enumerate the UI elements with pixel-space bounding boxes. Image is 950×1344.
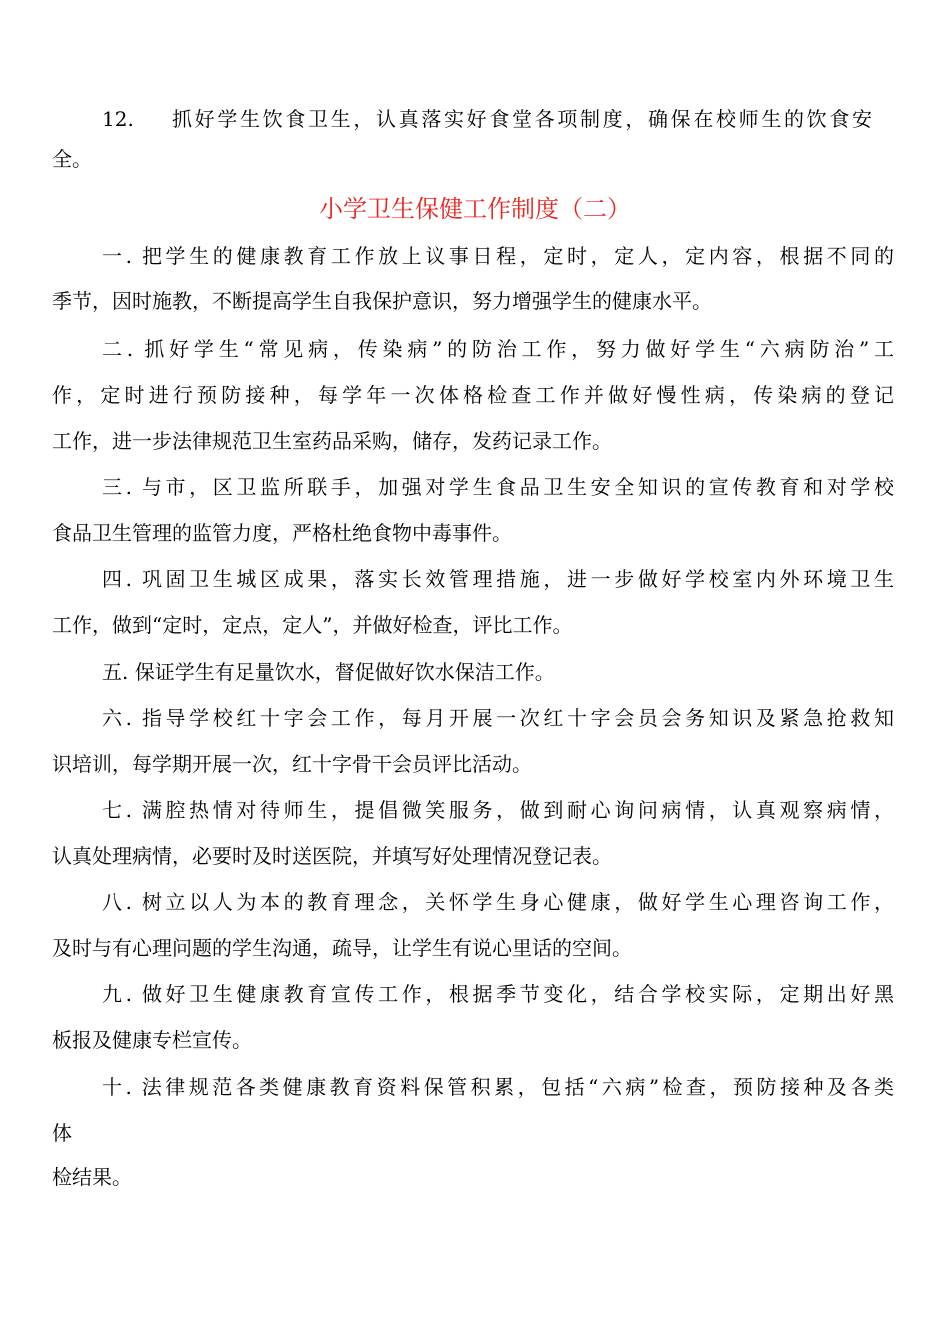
paragraph-3-line-2: 食品卫生管理的监管力度，严格杜绝食物中毒事件。	[52, 521, 512, 545]
item-number: 12.	[102, 107, 134, 131]
paragraph-9-line-1: 九. 做好卫生健康教育宣传工作，根据季节变化，结合学校实际，定期出好黑	[102, 982, 894, 1006]
paragraph-4-line-2: 工作，做到“定时，定点，定人”，并做好检查，评比工作。	[52, 613, 573, 637]
paragraph-10-line-2: 体	[52, 1121, 72, 1145]
paragraph-5-line-1: 五. 保证学生有足量饮水，督促做好饮水保洁工作。	[102, 660, 555, 684]
paragraph-10-line-3: 检结果。	[52, 1165, 132, 1189]
paragraph-3-line-1: 三. 与市，区卫监所联手，加强对学生食品卫生安全知识的宣传教育和对学校	[102, 475, 894, 499]
document-title: 小学卫生保健工作制度（二）	[319, 195, 631, 223]
item-12-line-1: 抓好学生饮食卫生，认真落实好食堂各项制度，确保在校师生的饮食安	[172, 107, 872, 131]
paragraph-8-line-1: 八. 树立以人为本的教育理念，关怀学生身心健康，做好学生心理咨询工作，	[102, 890, 894, 914]
paragraph-6-line-2: 识培训，每学期开展一次，红十字骨干会员评比活动。	[52, 752, 532, 776]
paragraph-8-line-2: 及时与有心理问题的学生沟通，疏导，让学生有说心里话的空间。	[52, 936, 632, 960]
paragraph-1-line-2: 季节，因时施教，不断提高学生自我保护意识，努力增强学生的健康水平。	[52, 289, 712, 313]
paragraph-1-line-1: 一. 把学生的健康教育工作放上议事日程，定时，定人，定内容，根据不同的	[102, 244, 894, 268]
paragraph-4-line-1: 四. 巩固卫生城区成果，落实长效管理措施，进一步做好学校室内外环境卫生	[102, 567, 894, 591]
paragraph-7-line-2: 认真处理病情，必要时及时送医院，并填写好处理情况登记表。	[52, 844, 612, 868]
paragraph-2-line-3: 工作，进一步法律规范卫生室药品采购，储存，发药记录工作。	[52, 429, 612, 453]
item-12-line-2: 全。	[52, 147, 92, 171]
paragraph-6-line-1: 六. 指导学校红十字会工作，每月开展一次红十字会员会务知识及紧急抢救知	[102, 706, 894, 730]
paragraph-2-line-2: 作，定时进行预防接种，每学年一次体格检查工作并做好慢性病，传染病的登记	[52, 383, 894, 407]
paragraph-9-line-2: 板报及健康专栏宣传。	[52, 1028, 252, 1052]
paragraph-10-line-1: 十. 法律规范各类健康教育资料保管积累，包括“六病”检查，预防接种及各类	[102, 1075, 894, 1099]
paragraph-7-line-1: 七. 满腔热情对待师生，提倡微笑服务，做到耐心询问病情，认真观察病情，	[102, 798, 894, 822]
paragraph-2-line-1: 二. 抓好学生“常见病，传染病”的防治工作，努力做好学生“六病防治”工	[102, 337, 894, 361]
